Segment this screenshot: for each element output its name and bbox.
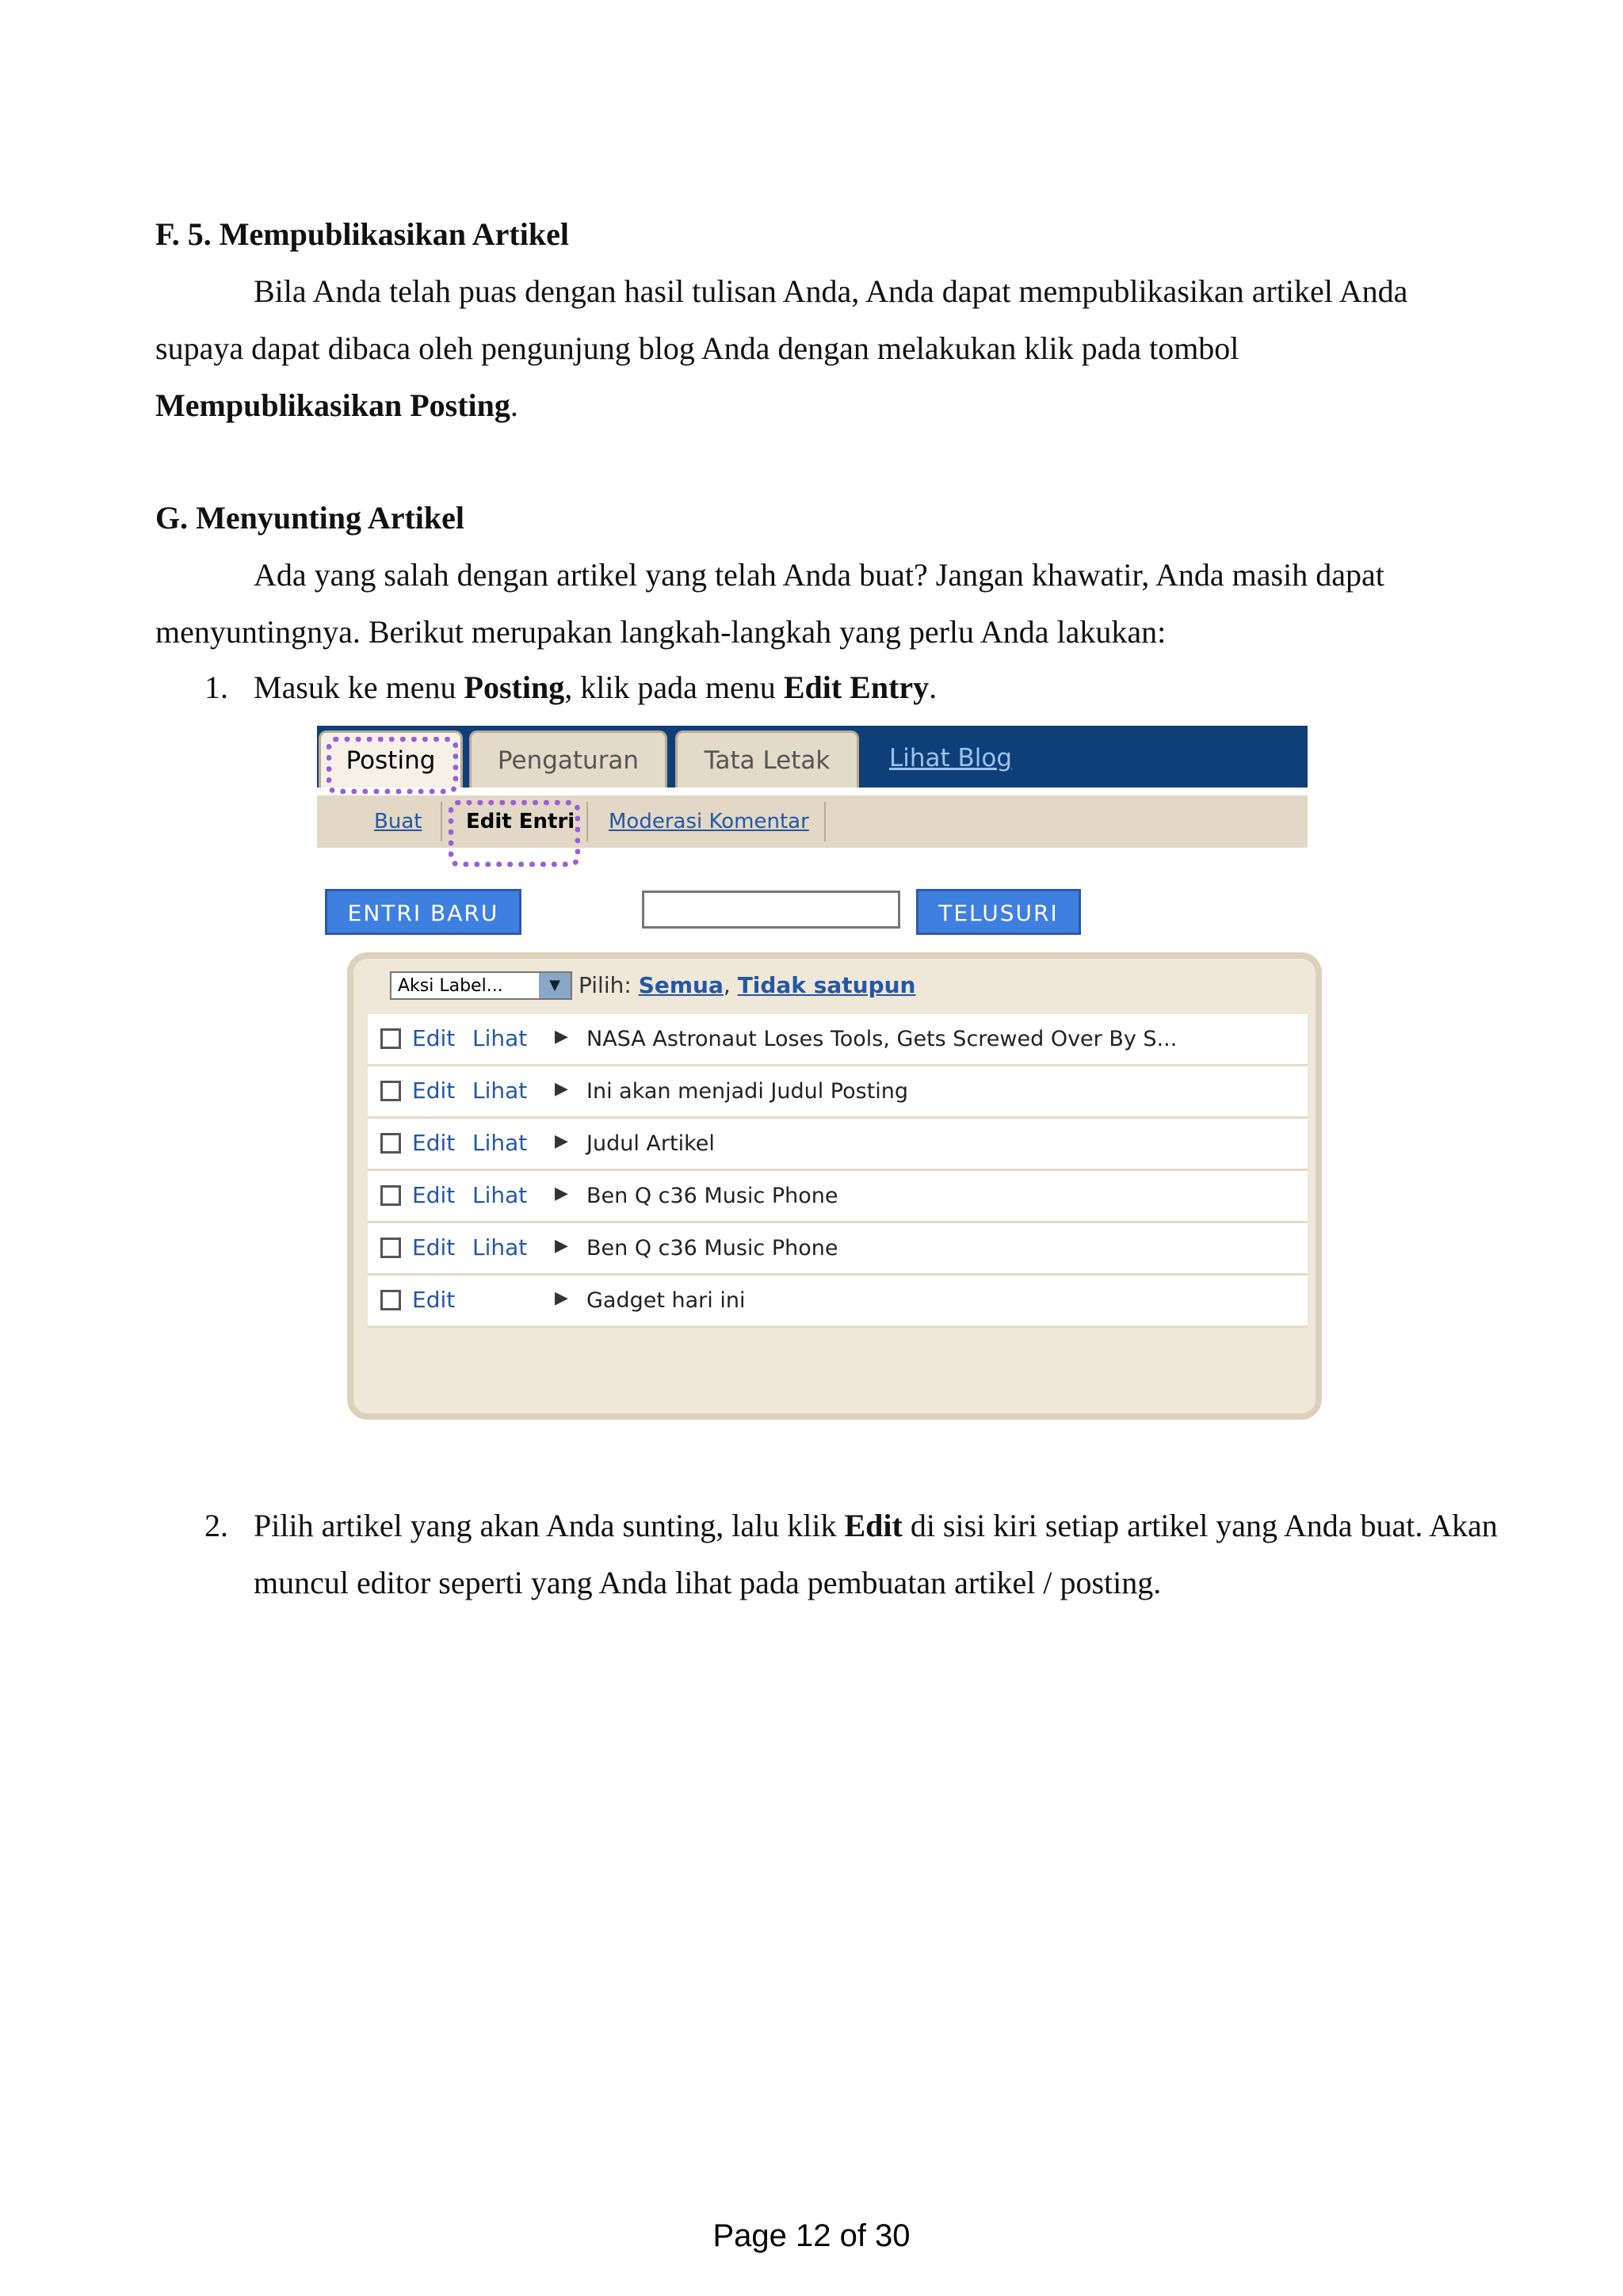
table-row <box>368 1066 1308 1119</box>
caret-right-icon: ▶ <box>555 1131 568 1151</box>
step-2-bold-edit: Edit <box>844 1508 903 1543</box>
edit-link[interactable]: Edit <box>412 1025 456 1051</box>
subnav-divider <box>586 802 588 841</box>
view-link[interactable]: Lihat <box>472 1077 528 1104</box>
subnav-buat[interactable]: Buat <box>374 810 422 833</box>
step-1-bold-posting: Posting <box>464 669 565 705</box>
step-1-bold-edit-entry: Edit Entry <box>783 669 930 705</box>
step-2-text-a: Pilih artikel yang akan Anda sunting, lalu klik <box>254 1508 845 1543</box>
search-button[interactable]: TELUSURI <box>916 889 1081 935</box>
caret-right-icon: ▶ <box>555 1236 568 1256</box>
step-2-text-c: di sisi kiri setiap artikel yang Anda buat. Akan muncul editor seperti yang Anda lihat pada pembuatan artikel / posting. <box>254 1508 1498 1600</box>
posting-highlight <box>327 737 458 794</box>
view-link[interactable]: Lihat <box>472 1025 528 1051</box>
chevron-down-icon: ▼ <box>539 973 571 998</box>
edit-link[interactable]: Edit <box>412 1130 456 1156</box>
search-input[interactable] <box>642 891 900 929</box>
edit-entri-highlight <box>449 800 580 867</box>
view-link[interactable]: Lihat <box>472 1234 528 1261</box>
section-f-heading: F. 5. Mempublikasikan Artikel <box>155 216 569 252</box>
view-blog-link[interactable]: Lihat Blog <box>889 744 1013 772</box>
post-title[interactable]: NASA Astronaut Loses Tools, Gets Screwed Over By S... <box>586 1027 1178 1051</box>
row-checkbox[interactable] <box>380 1185 401 1206</box>
table-row <box>368 1119 1308 1171</box>
tab-pengaturan[interactable]: Pengaturan <box>469 730 667 788</box>
select-all-link[interactable]: Semua <box>638 972 724 998</box>
label-action-select[interactable] <box>390 971 572 1000</box>
section-f-period: . <box>510 387 518 423</box>
subnav-divider <box>441 802 442 841</box>
section-g-heading: G. Menyunting Artikel <box>155 500 465 536</box>
view-link[interactable]: Lihat <box>472 1182 528 1208</box>
subnav-divider <box>824 802 826 841</box>
label-action-value: Aksi Label... <box>398 976 503 996</box>
post-title[interactable]: Gadget hari ini <box>586 1288 746 1313</box>
edit-link[interactable]: Edit <box>412 1182 456 1208</box>
caret-right-icon: ▶ <box>555 1184 568 1203</box>
step-1-text-c: , klik pada menu <box>564 669 784 705</box>
edit-link[interactable]: Edit <box>412 1077 456 1104</box>
post-title[interactable]: Ben Q c36 Music Phone <box>586 1236 838 1261</box>
subnav-moderasi-komentar[interactable]: Moderasi Komentar <box>609 810 809 833</box>
edit-link[interactable]: Edit <box>412 1234 456 1261</box>
subnav-edit-entri[interactable]: Edit Entri <box>466 810 575 833</box>
caret-right-icon: ▶ <box>555 1027 568 1047</box>
section-f-bold: Mempublikasikan Posting <box>155 387 510 423</box>
new-entry-button[interactable]: ENTRI BARU <box>325 889 521 935</box>
step-1-text-e: . <box>929 669 938 705</box>
step-1-text-a: Masuk ke menu <box>254 669 464 705</box>
caret-right-icon: ▶ <box>555 1288 568 1308</box>
tab-tata-letak[interactable]: Tata Letak <box>675 730 859 788</box>
table-row <box>368 1223 1308 1276</box>
page-number: Page 12 of 30 <box>712 2218 911 2253</box>
post-rows <box>368 1014 1308 1328</box>
step-1-text <box>254 659 1529 716</box>
table-row <box>368 1014 1308 1066</box>
section-f-paragraph <box>155 263 1487 434</box>
step-2-text <box>254 1497 1529 1611</box>
tab-posting[interactable]: Posting <box>319 730 463 788</box>
section-f-text: Bila Anda telah puas dengan hasil tulisan Anda, Anda dapat mempublikasikan artikel Anda supaya dapat dibaca oleh pengunjung blog Anda dengan melakukan klik pada tombol <box>155 273 1408 366</box>
post-title[interactable]: Judul Artikel <box>586 1131 715 1156</box>
step-1-number: 1. <box>204 669 228 705</box>
select-prefix: Pilih: <box>579 972 632 998</box>
post-title[interactable]: Ini akan menjadi Judul Posting <box>586 1079 909 1104</box>
table-row <box>368 1276 1308 1328</box>
blogger-screenshot <box>317 726 1308 1420</box>
row-checkbox[interactable] <box>380 1238 401 1258</box>
step-2-number: 2. <box>204 1508 228 1543</box>
select-links: Pilih: Semua, Tidak satupun <box>579 972 916 998</box>
caret-right-icon: ▶ <box>555 1079 568 1099</box>
row-checkbox[interactable] <box>380 1081 401 1101</box>
view-link[interactable]: Lihat <box>472 1130 528 1156</box>
row-checkbox[interactable] <box>380 1290 401 1310</box>
row-checkbox[interactable] <box>380 1028 401 1049</box>
row-checkbox[interactable] <box>380 1133 401 1154</box>
edit-link[interactable]: Edit <box>412 1287 456 1313</box>
select-none-link[interactable]: Tidak satupun <box>737 972 916 998</box>
table-row <box>368 1171 1308 1223</box>
post-title[interactable]: Ben Q c36 Music Phone <box>586 1184 838 1208</box>
section-g-intro: Ada yang salah dengan artikel yang telah Anda buat? Jangan khawatir, Anda masih dapat menyuntingnya. Berikut merupakan langkah-langkah yang perlu Anda lakukan: <box>155 557 1384 650</box>
